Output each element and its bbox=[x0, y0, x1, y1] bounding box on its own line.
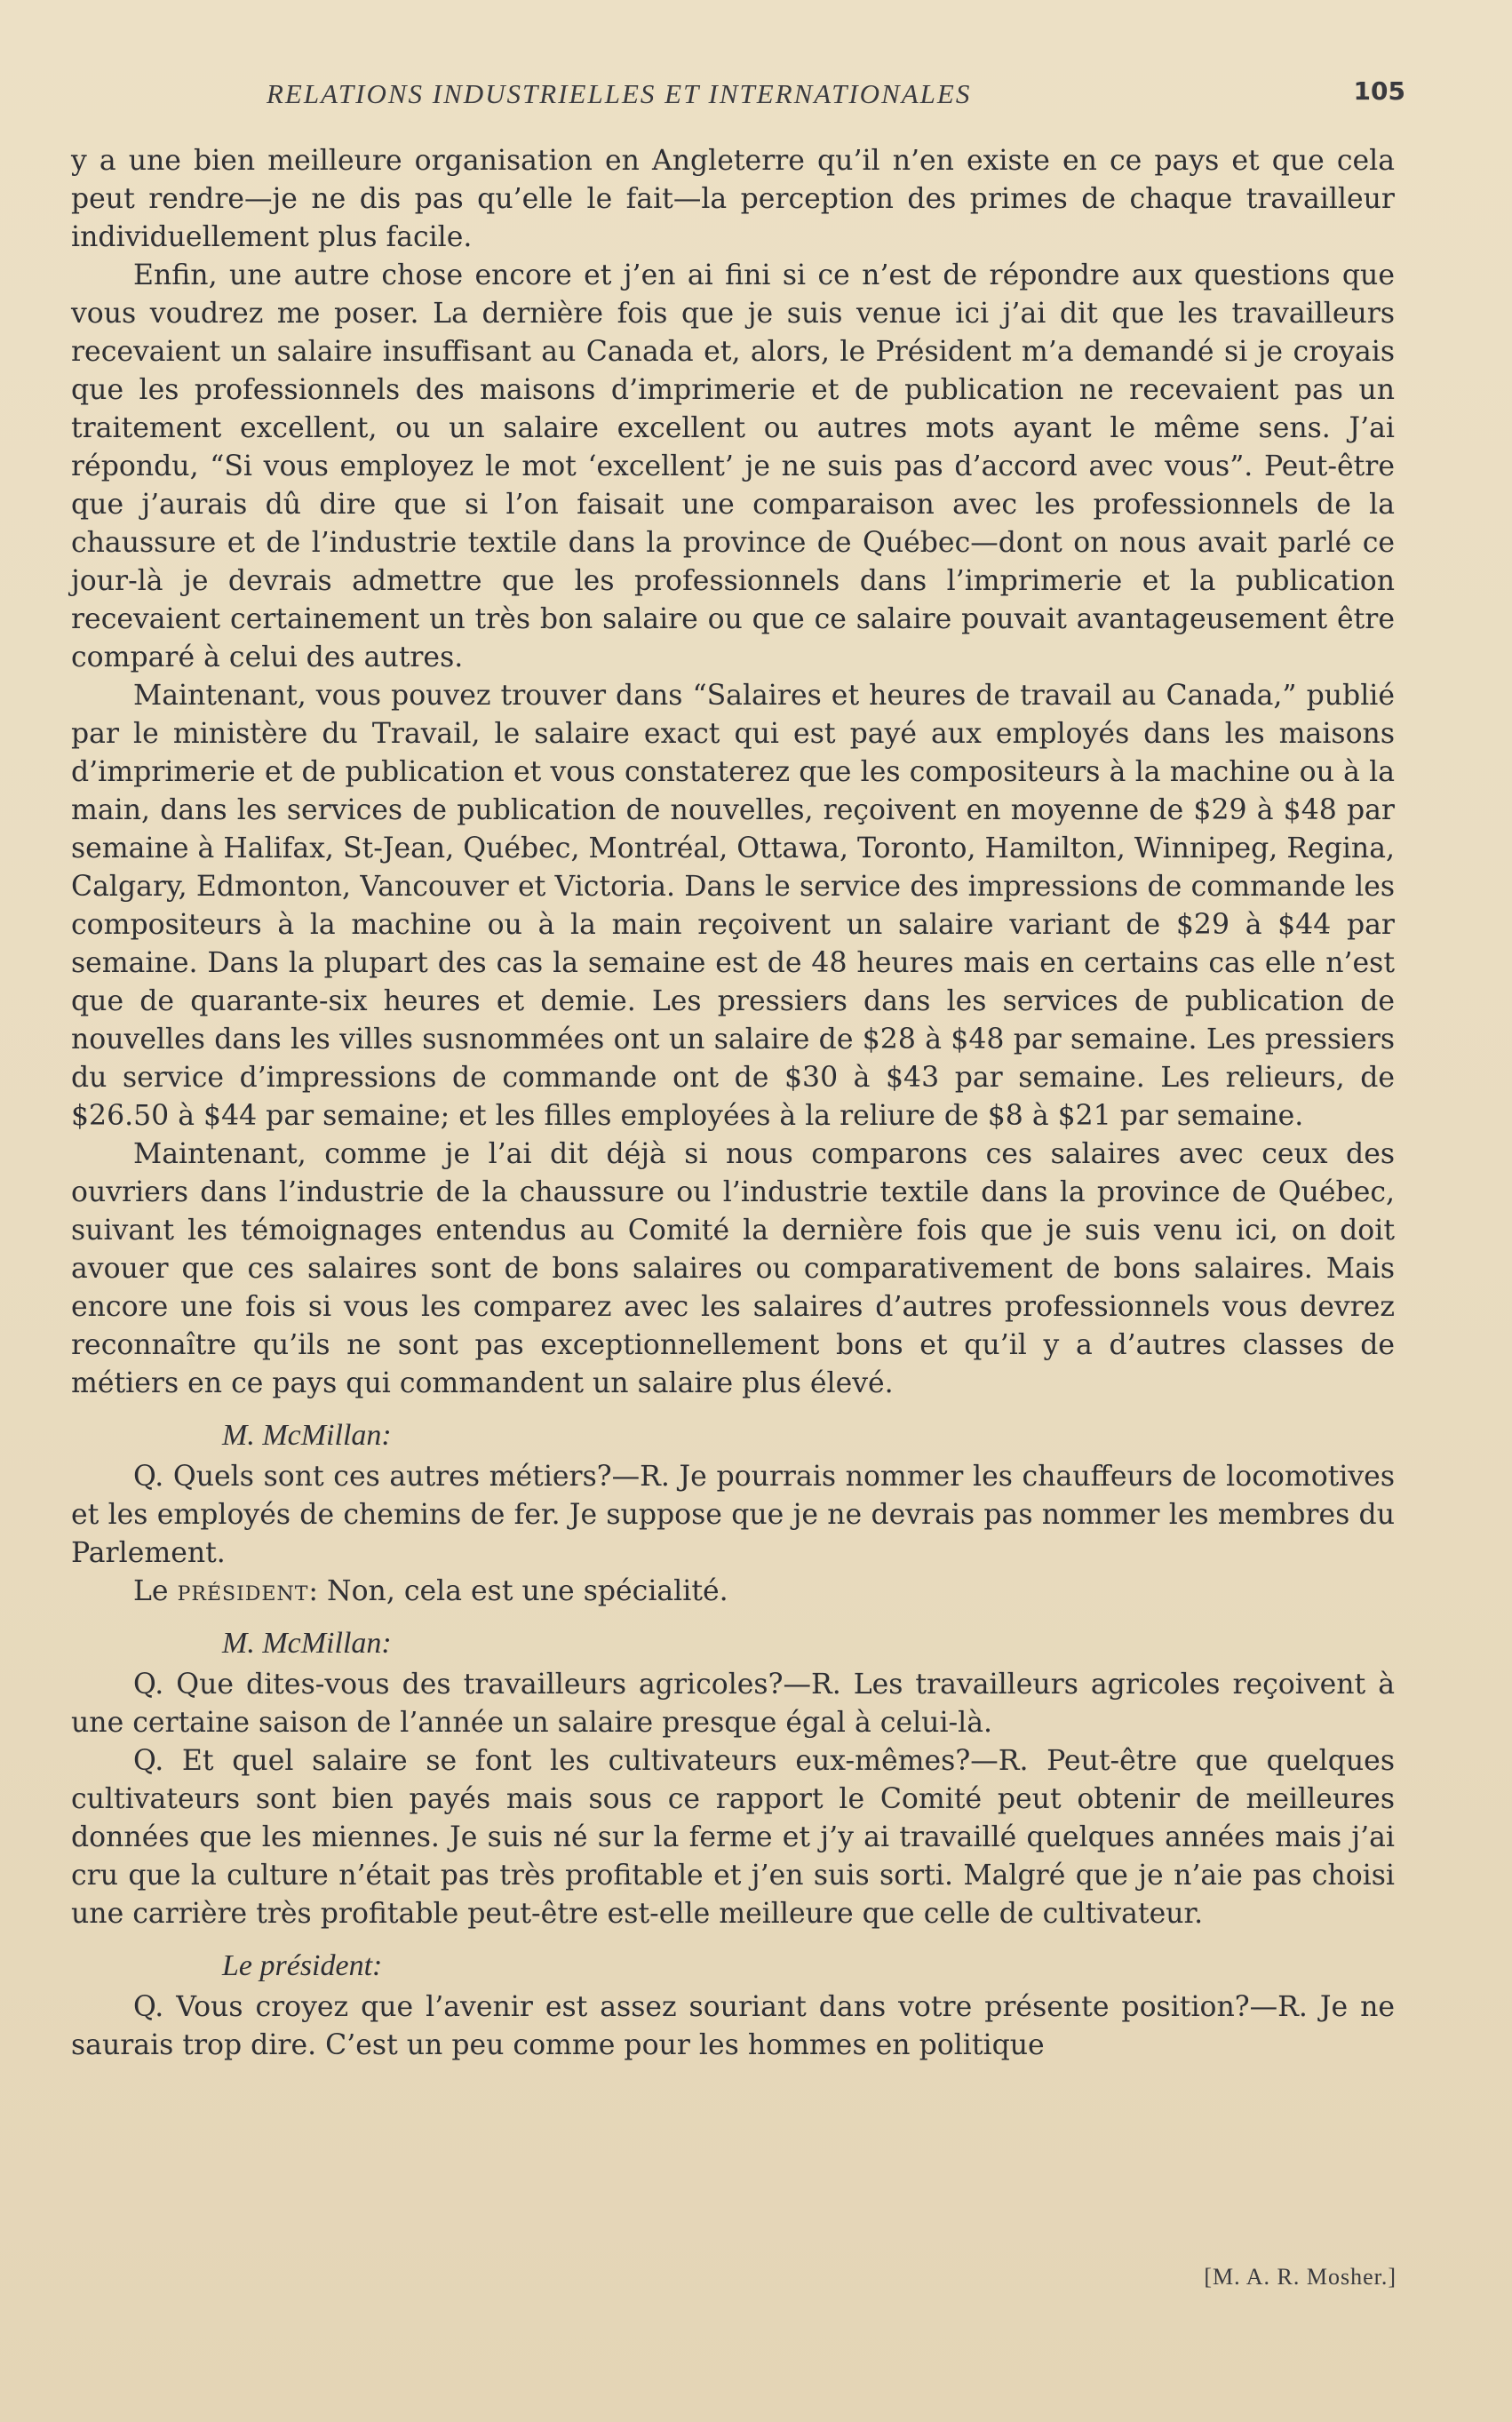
witness-reference: [M. A. R. Mosher.] bbox=[1204, 2264, 1397, 2290]
page-number: 105 bbox=[1353, 76, 1405, 106]
page-body bbox=[71, 142, 1395, 2065]
running-head: RELATIONS INDUSTRIELLES ET INTERNATIONALES bbox=[267, 78, 972, 109]
president-label: président bbox=[177, 1575, 309, 1607]
president-prefix: Le bbox=[133, 1575, 169, 1607]
paragraph-4: Maintenant, comme je l’ai dit déjà si nous comparons ces salaires avec ceux des ouvriers dans l’industrie de la chaussure ou l’industrie textile dans la province de Québec, suivant les témoignages entendus au Comité la dernière fois que je suis venu ici, on doit avouer que ces salaires sont de bons salaires ou comparativement de bons salaires. Mais encore une fois si vous les comparez avec les salaires d’autres professionnels vous devrez reconnaître qu’ils ne sont pas exceptionnellement bons et qu’il y a d’autres classes de métiers en ce pays qui commandent un salaire plus élevé. bbox=[71, 1138, 1395, 1399]
question-answer-1: Q. Quels sont ces autres métiers?—R. Je pourrais nommer les chauffeurs de locomotives et les employés de chemins de fer. Je suppose que je ne devrais pas nommer les membres du Parlement. bbox=[71, 1461, 1395, 1569]
question-answer-2: Q. Que dites-vous des travailleurs agricoles?—R. Les travailleurs agricoles reçoivent à une certaine saison de l’année un salaire presque égal à celui-là. bbox=[71, 1669, 1395, 1739]
president-remark bbox=[71, 1573, 1395, 1611]
question-answer-4: Q. Vous croyez que l’avenir est assez souriant dans votre présente position?—R. Je ne saurais trop dire. C’est un peu comme pour les hommes en politique bbox=[71, 1991, 1395, 2061]
paragraph-3: Maintenant, vous pouvez trouver dans “Salaires et heures de travail au Canada,” publié par le ministère du Travail, le salaire exact qui est payé aux employés dans les maisons d’imprimerie et de publication et vous constaterez que les compositeurs à la machine ou à la main, dans les services de publication de nouvelles, reçoivent en moyenne de $29 à $48 par semaine à Halifax, St-Jean, Québec, Montréal, Ottawa, Toronto, Hamilton, Winnipeg, Regina, Calgary, Edmonton, Vancouver et Victoria. Dans le service des impressions de commande les compositeurs à la machine ou à la main reçoivent un salaire variant de $29 à $44 par semaine. Dans la plupart des cas la semaine est de 48 heures mais en certains cas elle n’est que de quarante-six heures et demie. Les pressiers dans les services de publication de nouvelles dans les villes susnommées ont un salaire de $28 à $48 par semaine. Les pressiers du service d’impressions de commande ont de $30 à $43 par semaine. Les relieurs, de $26.50 à $44 par semaine; et les filles employées à la reliure de $8 à $21 par semaine. bbox=[71, 680, 1395, 1132]
speaker-heading-3: Le président: bbox=[222, 1949, 383, 1982]
president-text: : Non, cela est une spécialité. bbox=[308, 1575, 728, 1607]
question-answer-3: Q. Et quel salaire se font les cultivateurs eux-mêmes?—R. Peut-être que quelques cultivateurs sont bien payés mais sous ce rapport le Comité peut obtenir de meilleures données que les miennes. Je suis né sur la ferme et j’y ai travaillé quelques années mais j’ai cru que la culture n’était pas très profitable et j’en suis sorti. Malgré que je n’aie pas choisi une carrière très profitable peut-être est-elle meilleure que celle de cultivateur. bbox=[71, 1745, 1395, 1930]
speaker-heading-1: M. McMillan: bbox=[222, 1419, 392, 1452]
paragraph-1: y a une bien meilleure organisation en Angleterre qu’il n’en existe en ce pays et que cela peut rendre—je ne dis pas qu’elle le fait—la perception des primes de chaque travailleur individuellement plus facile. bbox=[71, 145, 1395, 253]
paragraph-2: Enfin, une autre chose encore et j’en ai fini si ce n’est de répondre aux questions que vous voudrez me poser. La dernière fois que je suis venue ici j’ai dit que les travailleurs recevaient un salaire insuffisant au Canada et, alors, le Président m’a demandé si je croyais que les professionnels des maisons d’imprimerie et de publication ne recevaient pas un traitement excellent, ou un salaire excellent ou autres mots ayant le même sens. J’ai répondu, “Si vous employez le mot ‘excellent’ je ne suis pas d’accord avec vous”. Peut-être que j’aurais dû dire que si l’on faisait une comparaison avec les professionnels de la chaussure et de l’industrie textile dans la province de Québec—dont on nous avait parlé ce jour-là je devrais admettre que les professionnels dans l’imprimerie et la publication recevaient certainement un très bon salaire ou que ce salaire pouvait avantageusement être comparé à celui des autres. bbox=[71, 259, 1395, 673]
page-header bbox=[71, 71, 1441, 124]
speaker-heading-2: M. McMillan: bbox=[222, 1627, 392, 1660]
